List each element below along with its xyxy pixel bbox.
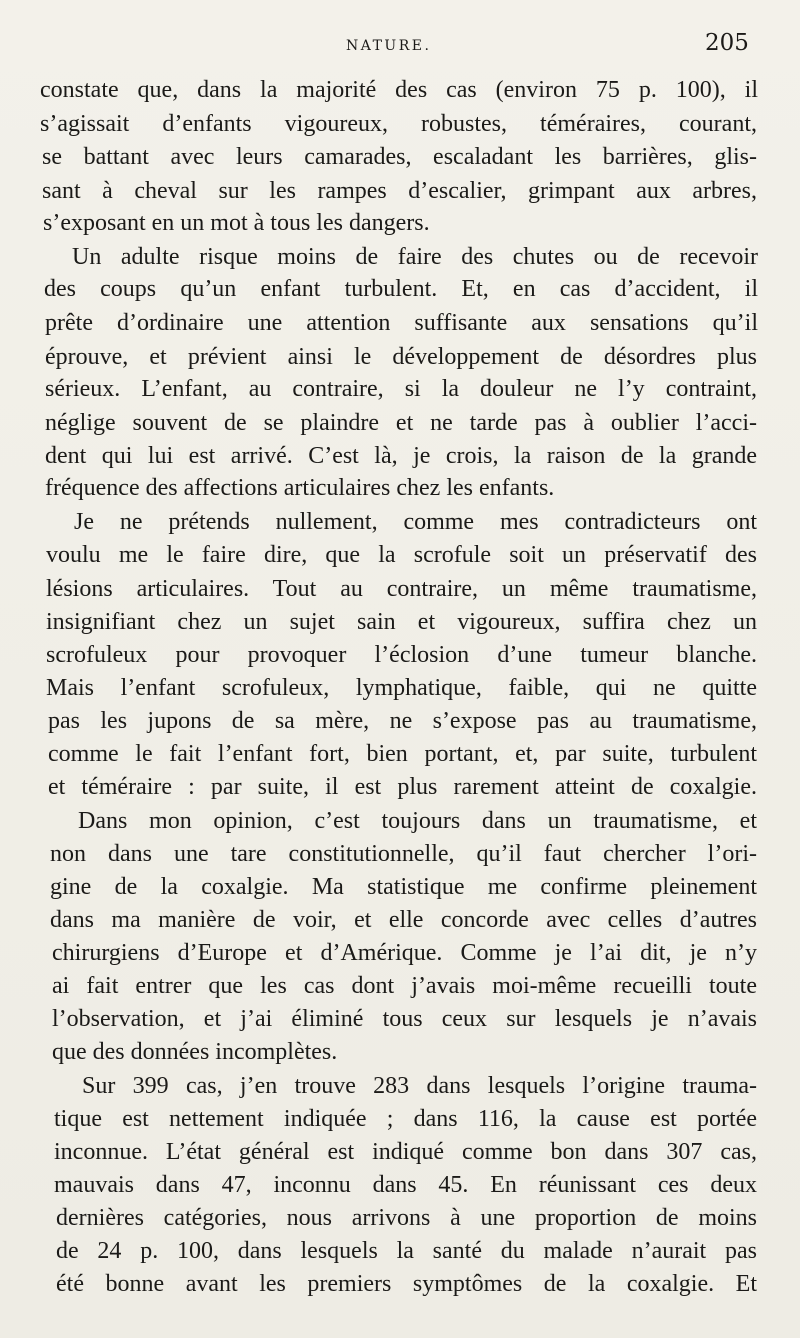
text-line: éprouve, et prévient ainsi le développement de désordres plus bbox=[45, 344, 757, 370]
text-line: et téméraire : par suite, il est plus rarement atteint de coxalgie. bbox=[48, 774, 757, 800]
text-line: sant à cheval sur les rampes d’escalier, grimpant aux arbres, bbox=[42, 178, 757, 204]
text-line: s’agissait d’enfants vigoureux, robustes, téméraires, courant, bbox=[40, 111, 757, 137]
page-header bbox=[0, 30, 800, 70]
text-line: dent qui lui est arrivé. C’est là, je crois, la raison de la grande bbox=[45, 443, 757, 469]
text-line: ai fait entrer que les cas dont j’avais moi-même recueilli toute bbox=[52, 973, 757, 999]
text-line: de 24 p. 100, dans lesquels la santé du malade n’aurait pas bbox=[56, 1238, 757, 1264]
text-line: voulu me le faire dire, que la scrofule soit un préservatif des bbox=[46, 542, 757, 568]
text-line: néglige souvent de se plaindre et ne tarde pas à oublier l’acci- bbox=[45, 410, 757, 436]
text-line: scrofuleux pour provoquer l’éclosion d’une tumeur blanche. bbox=[46, 642, 757, 668]
text-line: que des données incomplètes. bbox=[52, 1039, 338, 1065]
text-line: Dans mon opinion, c’est toujours dans un traumatisme, et bbox=[78, 808, 757, 834]
text-line: tique est nettement indiquée ; dans 116, la cause est portée bbox=[54, 1106, 757, 1132]
running-head: NATURE. bbox=[346, 38, 432, 54]
text-line: prête d’ordinaire une attention suffisante aux sensations qu’il bbox=[45, 310, 758, 336]
text-line: non dans une tare constitutionnelle, qu’il faut chercher l’ori- bbox=[50, 841, 757, 867]
text-line: mauvais dans 47, inconnu dans 45. En réunissant ces deux bbox=[54, 1172, 757, 1198]
text-line: des coups qu’un enfant turbulent. Et, en cas d’accident, il bbox=[44, 276, 758, 302]
text-line: fréquence des affections articulaires chez les enfants. bbox=[45, 475, 555, 501]
text-line: été bonne avant les premiers symptômes de la coxalgie. Et bbox=[56, 1271, 757, 1297]
text-line: Mais l’enfant scrofuleux, lymphatique, faible, qui ne quitte bbox=[46, 675, 757, 701]
text-line: inconnue. L’état général est indiqué comme bon dans 307 cas, bbox=[54, 1139, 757, 1165]
text-line: Je ne prétends nullement, comme mes contradicteurs ont bbox=[74, 509, 757, 535]
text-line: gine de la coxalgie. Ma statistique me confirme pleinement bbox=[50, 874, 757, 900]
text-line: sérieux. L’enfant, au contraire, si la douleur ne l’y contraint, bbox=[45, 376, 757, 402]
text-line: chirurgiens d’Europe et d’Amérique. Comme je l’ai dit, je n’y bbox=[52, 940, 757, 966]
text-line: lésions articulaires. Tout au contraire, un même traumatisme, bbox=[46, 576, 757, 602]
text-line: Sur 399 cas, j’en trouve 283 dans lesquels l’origine trauma- bbox=[82, 1073, 757, 1099]
text-line: constate que, dans la majorité des cas (environ 75 p. 100), il bbox=[40, 77, 758, 103]
text-line: insignifiant chez un sujet sain et vigoureux, suffira chez un bbox=[46, 609, 757, 635]
text-line: se battant avec leurs camarades, escaladant les barrières, glis- bbox=[42, 144, 757, 170]
text-line: s’exposant en un mot à tous les dangers. bbox=[43, 210, 430, 236]
text-line: dernières catégories, nous arrivons à une proportion de moins bbox=[56, 1205, 757, 1231]
text-line: comme le fait l’enfant fort, bien portant, et, par suite, turbulent bbox=[48, 741, 757, 767]
text-line: l’observation, et j’ai éliminé tous ceux sur lesquels je n’avais bbox=[52, 1006, 757, 1032]
page-number: 205 bbox=[705, 30, 749, 56]
text-line: Un adulte risque moins de faire des chutes ou de recevoir bbox=[72, 244, 758, 270]
text-line: dans ma manière de voir, et elle concorde avec celles d’autres bbox=[50, 907, 757, 933]
text-line: pas les jupons de sa mère, ne s’expose pas au traumatisme, bbox=[48, 708, 757, 734]
